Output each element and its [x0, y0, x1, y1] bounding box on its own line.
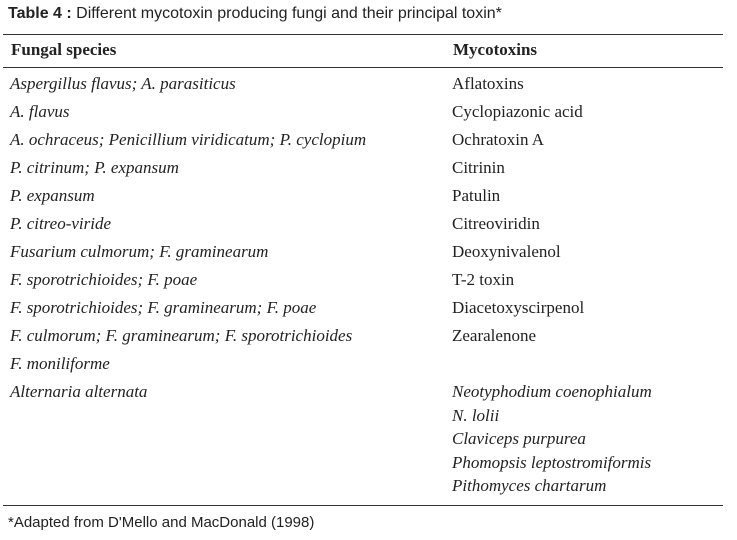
header-mycotoxins: Mycotoxins [453, 40, 538, 59]
toxin-list-item: Neotyphodium coenophialum [452, 382, 652, 401]
table-caption [8, 4, 502, 24]
table-row [0, 101, 737, 129]
table-header [0, 39, 737, 63]
toxin-list-item: Pithomyces chartarum [452, 476, 607, 495]
species-cell: Alternaria alternata [10, 382, 148, 401]
species-cell: F. culmorum; F. graminearum; F. sporotrichioides [10, 326, 353, 345]
table-body [0, 73, 737, 495]
table-row [0, 353, 737, 381]
table-top-rule [3, 34, 723, 35]
toxin-cell: Deoxynivalenol [452, 242, 561, 261]
table-row [0, 213, 737, 241]
toxin-cell: Citreoviridin [452, 214, 540, 233]
toxin-cell: Zearalenone [452, 326, 536, 345]
table-footnote: *Adapted from D'Mello and MacDonald (1998) [8, 514, 315, 531]
species-cell: Fusarium culmorum; F. graminearum [10, 242, 269, 261]
species-cell: F. sporotrichioides; F. poae [10, 270, 198, 289]
species-cell: P. expansum [10, 186, 95, 205]
toxin-cell: Patulin [452, 186, 501, 205]
toxin-list-item: Claviceps purpurea [452, 429, 586, 448]
species-cell: F. moniliforme [10, 354, 110, 373]
table-row [0, 129, 737, 157]
table-row [0, 297, 737, 325]
species-cell: Aspergillus flavus; A. parasiticus [10, 74, 236, 93]
toxin-cell: Cyclopiazonic acid [452, 102, 583, 121]
species-cell: P. citreo-viride [10, 214, 112, 233]
toxin-cell: Diacetoxyscirpenol [452, 298, 585, 317]
species-cell: F. sporotrichioides; F. graminearum; F. poae [10, 298, 317, 317]
toxin-list-item: Phomopsis leptostromiformis [452, 452, 652, 472]
toxin-list [452, 381, 652, 499]
toxin-cell: T-2 toxin [452, 270, 515, 289]
table-row [0, 73, 737, 101]
toxin-cell: Citrinin [452, 158, 505, 177]
table-bottom-rule [3, 505, 723, 506]
species-cell: A. ochraceus; Penicillium viridicatum; P. cyclopium [10, 130, 367, 149]
table-label: Table 4 : [8, 5, 72, 22]
species-cell: P. citrinum; P. expansum [10, 158, 179, 177]
table-row [0, 157, 737, 185]
species-cell: A. flavus [10, 102, 70, 121]
table-row [0, 325, 737, 353]
table-caption-text: Different mycotoxin producing fungi and their principal toxin* [71, 5, 502, 22]
toxin-cell: Ochratoxin A [452, 130, 545, 149]
toxin-cell: Aflatoxins [452, 74, 524, 93]
toxin-list-item: N. lolii [452, 405, 500, 425]
table-row [0, 269, 737, 297]
table-header-rule [3, 67, 723, 68]
table-row [0, 185, 737, 213]
table-row [0, 241, 737, 269]
header-fungal-species: Fungal species [11, 40, 117, 59]
